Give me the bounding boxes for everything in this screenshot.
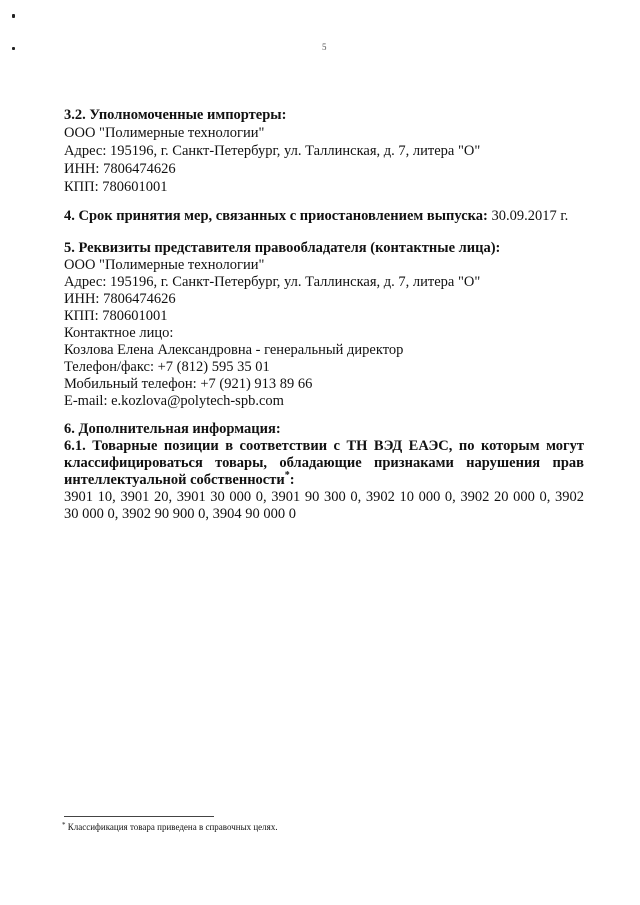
footnote-marker: * [284, 470, 290, 481]
section-6-1-colon: : [289, 472, 295, 488]
footnote-text: Классификация товара приведена в справочных целях. [65, 822, 278, 832]
rep-kpp: КПП: 780601001 [64, 308, 168, 324]
footnote-mark: * [62, 821, 66, 829]
rep-inn: ИНН: 7806474626 [64, 291, 176, 307]
section-6-1-line-3-text: интеллектуальной собственности [64, 472, 285, 488]
footnote-rule [64, 816, 214, 817]
hs-codes-line-1: 3901 10, 3901 20, 3901 30 000 0, 3901 90 300 0, 3902 10 000 0, 3902 20 000 0, 3902 [64, 489, 584, 505]
importer-kpp: КПП: 780601001 [64, 179, 168, 195]
rep-address: Адрес: 195196, г. Санкт-Петербург, ул. Таллинская, д. 7, литера "О" [64, 274, 481, 290]
section-6-1-line-3 [64, 472, 295, 490]
contact-person: Козлова Елена Александровна - генеральный директор [64, 342, 404, 358]
contact-label: Контактное лицо: [64, 325, 174, 341]
footnote [62, 822, 278, 832]
section-5-heading: 5. Реквизиты представителя правообладателя (контактные лица): [64, 240, 501, 256]
importer-address: Адрес: 195196, г. Санкт-Петербург, ул. Таллинская, д. 7, литера "О" [64, 143, 481, 159]
section-6-heading: 6. Дополнительная информация: [64, 421, 281, 437]
section-6-1-line-1: 6.1. Товарные позиции в соответствии с ТН ВЭД ЕАЭС, по которым могут [64, 438, 584, 454]
section-4-heading: 4. Срок принятия мер, связанных с приостановлением выпуска: [64, 208, 488, 224]
section-6-1-line-2: классифицироваться товары, обладающие признаками нарушения прав [64, 455, 584, 471]
mobile-phone: Мобильный телефон: +7 (921) 913 89 66 [64, 376, 313, 392]
page-number: 5 [322, 42, 327, 52]
scan-speck [12, 14, 15, 18]
section-4-date: 30.09.2017 г. [487, 208, 569, 224]
email-link[interactable]: E-mail: e.kozlova@polytech-spb.com [64, 393, 284, 409]
section-3-2-heading: 3.2. Уполномоченные импортеры: [64, 107, 287, 123]
phone-fax: Телефон/факс: +7 (812) 595 35 01 [64, 359, 270, 375]
rep-company: ООО "Полимерные технологии" [64, 257, 265, 273]
importer-company: ООО "Полимерные технологии" [64, 125, 265, 141]
hs-codes-line-2: 30 000 0, 3902 90 900 0, 3904 90 000 0 [64, 506, 296, 522]
section-4-line [64, 208, 568, 224]
importer-inn: ИНН: 7806474626 [64, 161, 176, 177]
scan-speck [12, 47, 15, 50]
